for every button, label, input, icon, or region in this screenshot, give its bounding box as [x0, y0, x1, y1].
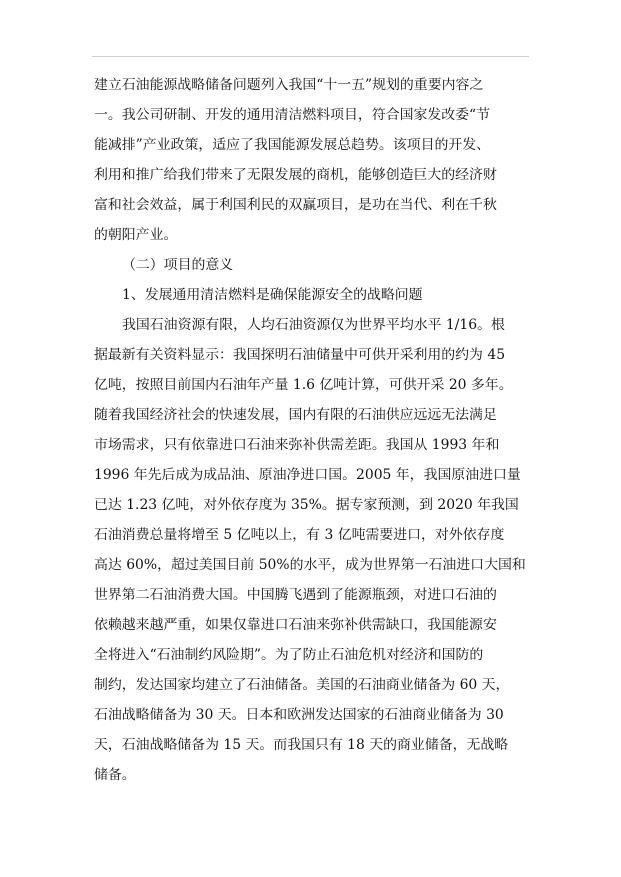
- paragraph-line: 亿吨，按照目前国内石油年产量 1.6 亿吨计算，可供开采 20 多年。: [94, 377, 513, 393]
- paragraph-line: 石油消费总量将增至 5 亿吨以上，有 3 亿吨需要进口，对外依存度: [94, 527, 505, 543]
- paragraph-line: 高达 60%，超过美国目前 50%的水平，成为世界第一石油进口大国和: [94, 557, 526, 573]
- paragraph-line: 能减排”产业政策，适应了我国能源发展总趋势。该项目的开发、: [94, 137, 491, 153]
- paragraph-line: 随着我国经济社会的快速发展，国内有限的石油供应远远无法满足: [94, 407, 497, 423]
- paragraph-line: 石油战略储备为 30 天。日本和欧洲发达国家的石油商业储备为 30: [94, 707, 504, 723]
- paragraph-line: 建立石油能源战略储备问题列入我国“十一五”规划的重要内容之: [94, 77, 484, 93]
- paragraph-line: 的朝阳产业。: [94, 227, 178, 243]
- body-text: [94, 70, 530, 790]
- paragraph-line: 已达 1.23 亿吨，对外依存度为 35%。据专家预测，到 2020 年我国: [94, 497, 519, 513]
- paragraph-line: 全将进入“石油制约风险期”。为了防止石油危机对经济和国防的: [94, 647, 484, 663]
- paragraph-line: 依赖越来越严重，如果仅靠进口石油来弥补供需缺口，我国能源安: [94, 617, 497, 633]
- paragraph-line: 富和社会效益，属于利国利民的双赢项目，是功在当代、利在千秋: [94, 197, 497, 213]
- paragraph-line: 世界第二石油消费大国。中国腾飞遇到了能源瓶颈，对进口石油的: [94, 587, 497, 603]
- section-heading: （二）项目的意义: [122, 257, 234, 273]
- paragraph-line: 天，石油战略储备为 15 天。而我国只有 18 天的商业储备，无战略: [94, 737, 509, 753]
- subsection-heading: 1、发展通用清洁燃料是确保能源安全的战略问题: [122, 287, 423, 303]
- paragraph-line: 制约，发达国家均建立了石油储备。美国的石油商业储备为 60 天，: [94, 677, 510, 693]
- paragraph-line: 据最新有关资料显示：我国探明石油储量中可供开采利用的约为 45: [94, 347, 506, 363]
- header-rule: [92, 56, 529, 57]
- paragraph-line: 储备。: [94, 767, 136, 783]
- paragraph-line: 一。我公司研制、开发的通用清洁燃料项目，符合国家发改委“节: [94, 107, 491, 123]
- paragraph-line: 市场需求，只有依靠进口石油来弥补供需差距。我国从 1993 年和: [94, 437, 500, 453]
- paragraph-line: 我国石油资源有限，人均石油资源仅为世界平均水平 1/16。根: [122, 317, 505, 333]
- paragraph-line: 1996 年先后成为成品油、原油净进口国。2005 年，我国原油进口量: [94, 467, 521, 483]
- paragraph-line: 利用和推广给我们带来了无限发展的商机，能够创造巨大的经济财: [94, 167, 497, 183]
